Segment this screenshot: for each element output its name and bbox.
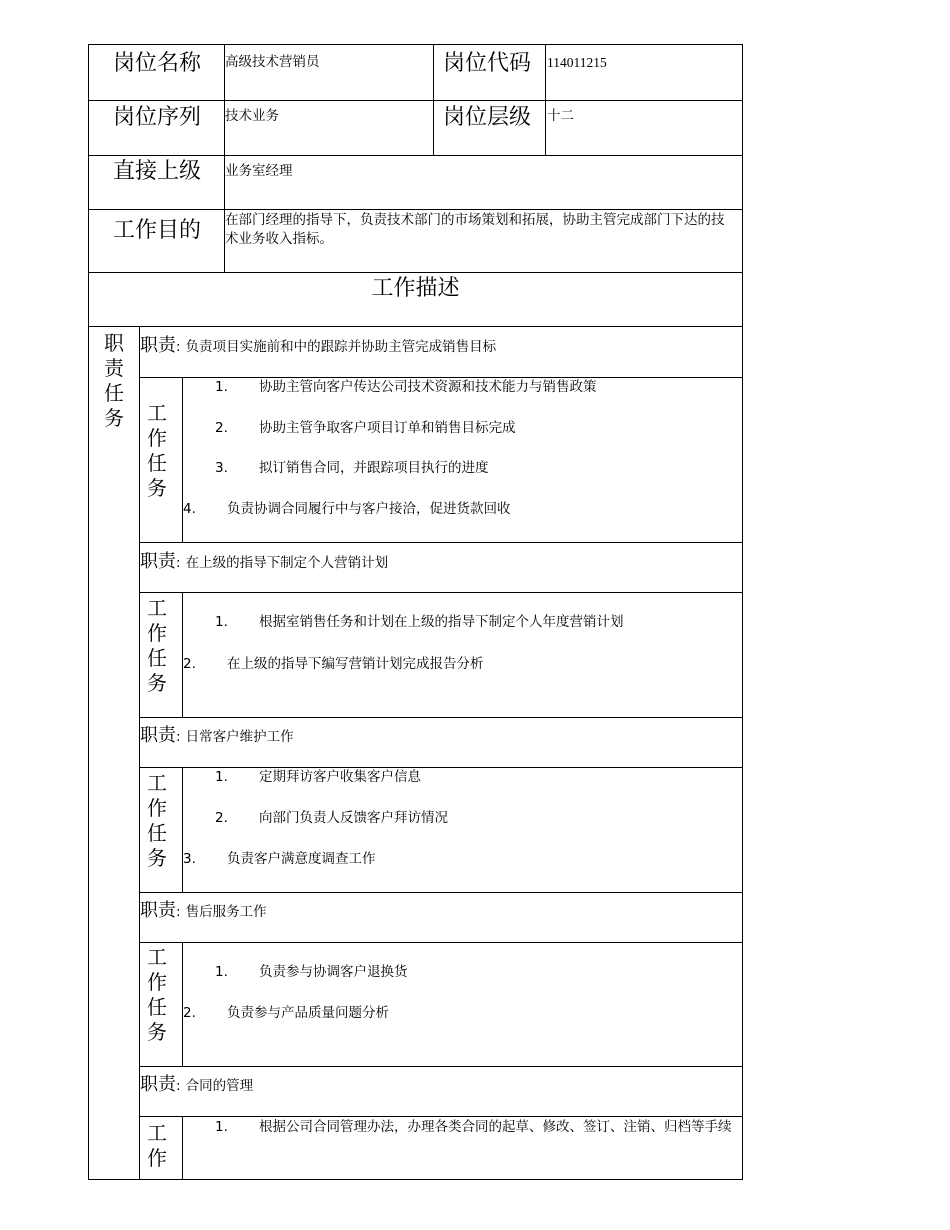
row-line: [88, 326, 743, 327]
task-text: 协助主管向客户传达公司技术资源和技术能力与销售政策: [259, 379, 597, 395]
duty-key: 职责: [140, 1074, 176, 1095]
task-num: 4.: [183, 501, 196, 517]
purpose-value: 在部门经理的指导下，负责技术部门的市场策划和拓展，协助主管完成部门下达的技术业务收入指标。: [225, 212, 725, 247]
task-item: [215, 809, 448, 828]
duty-row: [140, 331, 496, 357]
col-line: [433, 44, 434, 156]
purpose-label: 工作目的: [113, 218, 202, 243]
col-line: [182, 1116, 183, 1180]
task-text: 根据公司合同管理办法，办理各类合同的起草、修改、签订、注销、归档等手续: [259, 1119, 732, 1135]
task-item: [215, 419, 516, 438]
task-text: 向部门负责人反馈客户拜访情况: [259, 810, 448, 826]
task-item: [215, 1118, 735, 1137]
sequence-value: 技术业务: [225, 108, 279, 124]
task-text: 协助主管争取客户项目订单和销售目标完成: [259, 420, 516, 436]
duty-text: 负责项目实施前和中的跟踪并协助主管完成销售目标: [185, 339, 497, 355]
position-code-value: 114011215: [547, 55, 607, 70]
duty-key: 职责: [140, 725, 176, 746]
row-line: [139, 1066, 743, 1067]
row-line: [139, 1116, 743, 1117]
row-line: [88, 272, 743, 273]
position-name-label: 岗位名称: [113, 51, 202, 76]
task-num: 1.: [215, 614, 228, 630]
row-line: [139, 892, 743, 893]
duty-row: [140, 547, 388, 573]
duty-sep: :: [176, 555, 181, 571]
table-border-right: [742, 44, 743, 1180]
duty-key: 职责: [140, 551, 176, 572]
duty-key: 职责: [140, 900, 176, 921]
task-item: [215, 459, 489, 478]
task-item: [215, 963, 408, 982]
level-value: 十二: [547, 108, 574, 124]
sequence-label: 岗位序列: [113, 105, 202, 130]
task-num: 2.: [215, 420, 228, 436]
task-label: 工作任务: [147, 401, 167, 500]
task-label: 工作任务: [147, 945, 167, 1044]
position-code-label: 岗位代码: [443, 51, 532, 76]
duty-sep: :: [176, 904, 181, 920]
task-item: [215, 768, 421, 787]
row-line: [139, 717, 743, 718]
position-name-value: 高级技术营销员: [225, 54, 320, 70]
task-num: 1.: [215, 1119, 228, 1135]
task-item: [183, 1004, 389, 1023]
row-line: [88, 155, 743, 156]
table-border-left: [88, 44, 89, 1180]
task-num: 3.: [183, 851, 196, 867]
task-num: 1.: [215, 379, 228, 395]
duty-text: 在上级的指导下制定个人营销计划: [185, 555, 389, 571]
duty-text: 售后服务工作: [185, 904, 267, 920]
supervisor-value: 业务室经理: [225, 163, 293, 179]
task-item: [215, 378, 597, 397]
task-num: 2.: [215, 810, 228, 826]
task-num: 2.: [183, 1005, 196, 1021]
duty-sep: :: [176, 339, 181, 355]
duty-row: [140, 896, 267, 922]
task-num: 3.: [215, 460, 228, 476]
task-text: 定期拜访客户收集客户信息: [259, 769, 421, 785]
task-num: 1.: [215, 964, 228, 980]
col-line: [545, 44, 546, 156]
duty-text: 日常客户维护工作: [185, 729, 294, 745]
supervisor-label: 直接上级: [113, 159, 202, 184]
task-num: 1.: [215, 769, 228, 785]
task-num: 2.: [183, 656, 196, 672]
task-item: [183, 500, 511, 519]
level-label: 岗位层级: [443, 105, 532, 130]
task-text: 根据室销售任务和计划在上级的指导下制定个人年度营销计划: [259, 614, 624, 630]
task-label: 工作: [147, 1121, 167, 1170]
task-item: [215, 613, 624, 632]
row-line: [88, 100, 743, 101]
task-text: 负责参与协调客户退换货: [259, 964, 408, 980]
description-title: 工作描述: [371, 276, 460, 301]
table-border-top: [88, 44, 743, 45]
duty-sep: :: [176, 729, 181, 745]
row-line: [139, 542, 743, 543]
row-line: [139, 942, 743, 943]
task-label: 工作任务: [147, 771, 167, 870]
row-line: [139, 592, 743, 593]
task-label: 工作任务: [147, 596, 167, 695]
col-line: [182, 767, 183, 893]
task-text: 拟订销售合同，并跟踪项目执行的进度: [259, 460, 489, 476]
task-text: 负责参与产品质量问题分析: [227, 1005, 389, 1021]
duty-row: [140, 721, 294, 747]
table-border-bottom: [88, 1179, 743, 1180]
task-item: [183, 850, 376, 869]
task-item: [183, 655, 484, 674]
task-text: 负责客户满意度调查工作: [227, 851, 376, 867]
task-text: 在上级的指导下编写营销计划完成报告分析: [227, 656, 484, 672]
row-line: [88, 209, 743, 210]
duty-text: 合同的管理: [185, 1078, 254, 1094]
duties-label: 职责任务: [104, 331, 124, 430]
duty-sep: :: [176, 1078, 181, 1094]
task-text: 负责协调合同履行中与客户接洽，促进货款回收: [227, 501, 511, 517]
duty-row: [140, 1070, 253, 1096]
col-line: [139, 326, 140, 1180]
duty-key: 职责: [140, 335, 176, 356]
